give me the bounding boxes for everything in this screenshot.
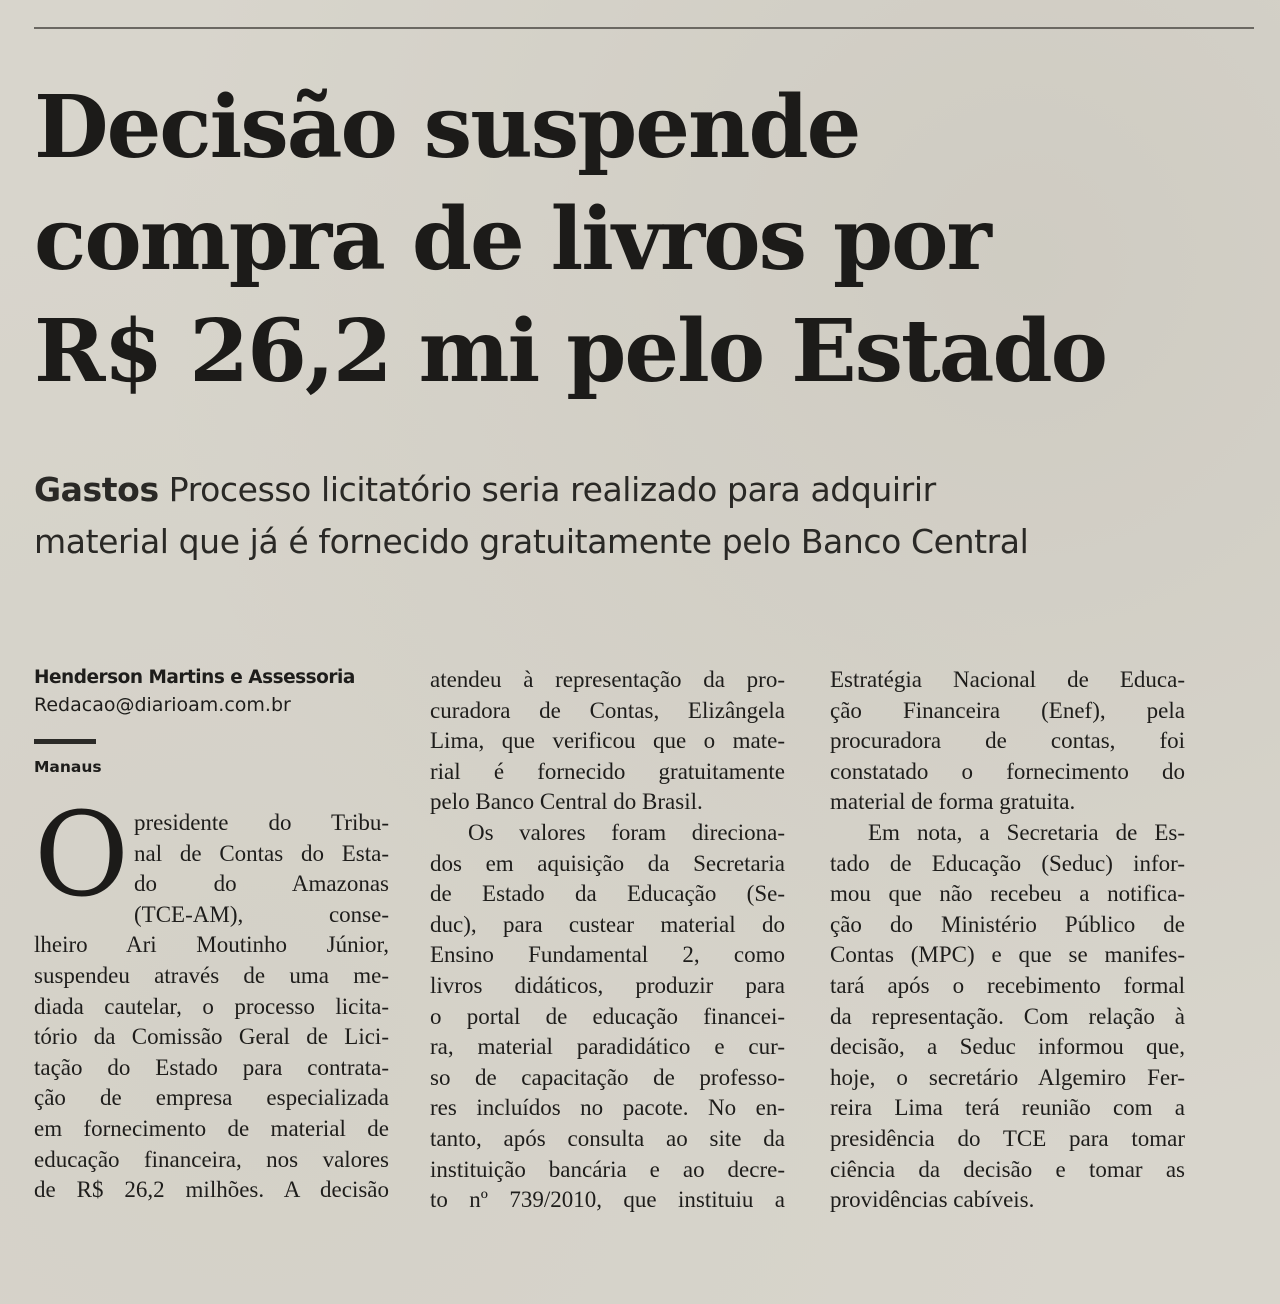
section-dash: [34, 739, 96, 744]
text-line: lheiro Ari Moutinho Júnior,: [34, 932, 389, 958]
text-line: Lima, que verificou que o mate-: [430, 728, 785, 754]
paragraph: [430, 818, 785, 1216]
drop-cap: O: [34, 788, 130, 923]
text-line: Em nota, a Secretaria de Es-: [868, 819, 1185, 845]
paragraph: [830, 665, 1185, 818]
text-line: presidência do TCE para tomar: [830, 1125, 1185, 1151]
top-rule: [34, 27, 1254, 29]
text-line: suspendeu através de uma me-: [34, 962, 389, 988]
subtitle-kicker: Gastos: [34, 470, 159, 509]
subtitle-line: material que já é fornecido gratuitamente pelo Banco Central: [34, 522, 1029, 561]
text-line: tado de Educação (Seduc) infor-: [830, 850, 1185, 876]
paragraph: [830, 818, 1185, 1216]
text-line: Estratégia Nacional de Educa-: [830, 667, 1185, 692]
paragraph: [430, 665, 785, 818]
text-line: reira Lima terá reunião com a: [830, 1095, 1185, 1121]
headline: [34, 72, 1254, 408]
text-line: decisão, a Seduc informou que,: [830, 1034, 1185, 1060]
paragraph: [34, 788, 389, 1206]
text-line: tório da Comissão Geral de Lici-: [34, 1024, 389, 1050]
column-3: [830, 665, 1185, 1216]
text-line: educação financeira, nos valores: [34, 1146, 389, 1172]
headline-line: compra de livros por: [34, 189, 990, 290]
dateline-location: Manaus: [34, 758, 102, 776]
text-line: da representação. Com relação à: [830, 1003, 1185, 1029]
text-line: presidente do Tribu-: [134, 810, 389, 835]
text-line: instituição bancária e ao decre-: [430, 1156, 785, 1182]
text-line: Ensino Fundamental 2, como: [430, 942, 785, 968]
text-line: procuradora de contas, foi: [830, 728, 1185, 754]
text-line: de R$ 26,2 milhões. A decisão: [34, 1177, 389, 1203]
text-line: ra, material paradidático e cur-: [430, 1034, 785, 1060]
text-line: to nº 739/2010, que instituiu a: [430, 1187, 785, 1213]
text-line: do do Amazonas: [134, 871, 389, 897]
text-line: o portal de educação financei-: [430, 1003, 785, 1029]
byline-email: Redacao@diarioam.com.br: [34, 694, 291, 716]
text-line: Contas (MPC) e que se manifes-: [830, 942, 1185, 968]
text-line: atendeu à representação da pro-: [430, 667, 785, 692]
text-line: de Estado da Educação (Se-: [430, 881, 785, 907]
column-2: [430, 665, 785, 1216]
subtitle: [34, 464, 1254, 568]
text-line: material de forma gratuita.: [830, 789, 1076, 815]
subtitle-lead: Processo licitatório seria realizado para adquirir: [168, 470, 936, 509]
text-line: constatado o fornecimento do: [830, 758, 1185, 784]
text-line: ção Financeira (Enef), pela: [830, 697, 1185, 723]
text-line: tará após o recebimento formal: [830, 972, 1185, 998]
text-line: tação do Estado para contrata-: [34, 1054, 389, 1080]
text-line: diada cautelar, o processo licita-: [34, 993, 389, 1019]
text-line: pelo Banco Central do Brasil.: [430, 789, 703, 815]
text-line: rial é fornecido gratuitamente: [430, 758, 785, 784]
text-line: duc), para custear material do: [430, 911, 785, 937]
text-line: tanto, após consulta ao site da: [430, 1125, 785, 1151]
text-line: ciência da decisão e tomar as: [830, 1156, 1185, 1182]
text-line: Os valores foram direciona-: [468, 819, 785, 845]
byline-author: Henderson Martins e Assessoria: [34, 667, 355, 688]
subtitle-line: [34, 464, 1254, 516]
text-line: mou que não recebeu a notifica-: [830, 881, 1185, 907]
text-line: ção de empresa especializada: [34, 1085, 389, 1111]
headline-line: R$ 26,2 mi pelo Estado: [34, 301, 1106, 402]
text-line: hoje, o secretário Algemiro Fer-: [830, 1064, 1185, 1090]
text-line: em fornecimento de material de: [34, 1115, 389, 1141]
text-line: res incluídos no pacote. No en-: [430, 1095, 785, 1121]
text-line: curadora de Contas, Elizângela: [430, 697, 785, 723]
text-line: dos em aquisição da Secretaria: [430, 850, 785, 876]
text-line: (TCE-AM), conse-: [134, 901, 389, 927]
headline-line: Decisão suspende: [34, 77, 860, 178]
column-1: [34, 665, 389, 1206]
text-line: so de capacitação de professo-: [430, 1064, 785, 1090]
text-line: providências cabíveis.: [830, 1187, 1035, 1213]
text-line: nal de Contas do Esta-: [134, 840, 389, 866]
text-line: livros didáticos, produzir para: [430, 972, 785, 998]
text-line: ção do Ministério Público de: [830, 911, 1185, 937]
